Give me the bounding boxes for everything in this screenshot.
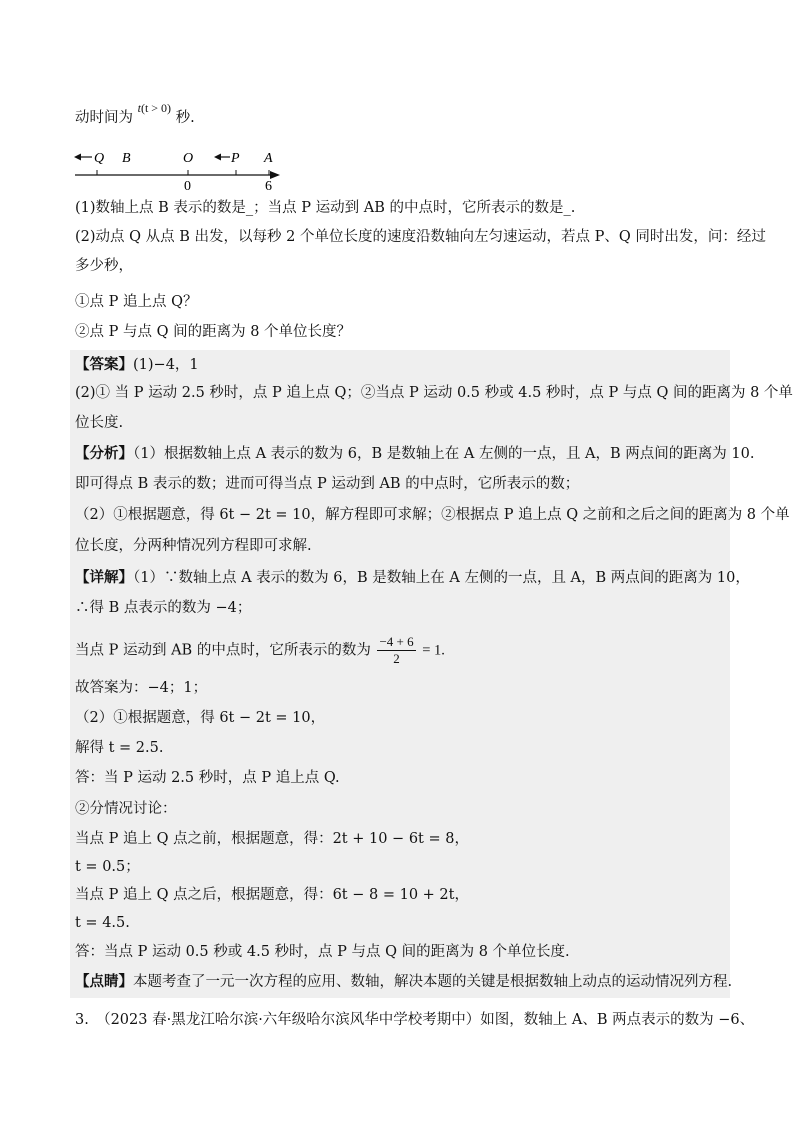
detail-line-4: 故答案为：−4；1； [75,680,208,696]
fraction-denominator: 2 [393,651,400,666]
intro-suffix: 秒. [175,110,195,126]
detail-line-2: ∴得 B 点表示的数为 −4； [75,600,252,616]
detail-line-12: t = 4.5. [75,915,130,931]
comment-label: 【点睛】 [75,973,133,990]
detail-text-3-post: = 1. [422,642,445,659]
question-2-line-1: (2)动点 Q 从点 B 出发，以每秒 2 个单位长度的速度沿数轴向左匀速运动，若点 P、Q 同时出发，问：经过 [75,229,766,245]
question-2-line-2: 多少秒， [75,258,133,274]
midpoint-fraction [377,634,415,667]
sub-question-2: ②点 P 与点 Q 间的距离为 8 个单位长度？ [75,324,352,340]
answer-line-1 [75,355,199,375]
detail-line-9: 当点 P 追上 Q 点之前，根据题意，得：2t + 10 − 6t = 8， [75,831,469,847]
time-condition-rest: (t > 0) [140,101,172,115]
point-label-b: B [122,151,131,166]
point-label-a: A [264,151,273,166]
detail-text-1: （1）∵数轴上点 A 表示的数为 6，B 是数轴上在 A 左侧的一点，且 A，B 两点间的距离为 10， [133,570,750,586]
q-arrow-head [74,154,81,161]
p-arrow-head [214,154,221,161]
detail-line-7: 答：当 P 运动 2.5 秒时，点 P 追上点 Q. [75,770,340,786]
tick-label-6: 6 [265,179,272,194]
next-problem: 3. （2023 春·黑龙江哈尔滨·六年级哈尔滨风华中学校考期中）如图，数轴上 A、B 两点表示的数为 −6、 [75,1012,755,1028]
tick-label-0: 0 [184,179,191,194]
detail-line-13: 答：当点 P 运动 0.5 秒或 4.5 秒时，点 P 与点 Q 间的距离为 8 个单位长度. [75,944,570,960]
sub-question-1: ①点 P 追上点 Q？ [75,294,198,310]
answer-line-2: (2)① 当 P 运动 2.5 秒时，点 P 追上点 Q；②当点 P 运动 0.5 秒或 4.5 秒时，点 P 与点 Q 间的距离为 8 个单 [75,385,793,401]
analysis-line-1 [75,444,754,464]
detail-line-1 [75,568,750,588]
time-condition [138,101,171,115]
answer-line-3: 位长度. [75,415,124,431]
analysis-line-3: （2）①根据题意，得 6t − 2t = 10，解方程即可求解；②根据点 P 追上点 Q 之前和之后之间的距离为 8 个单 [75,507,790,523]
detail-line-5: （2）①根据题意，得 6t − 2t = 10， [75,710,326,726]
comment-text: 本题考查了一元一次方程的应用、数轴，解决本题的关键是根据数轴上动点的运动情况列方程. [133,974,733,990]
number-line-figure [70,145,320,195]
detail-text-3-pre: 当点 P 运动到 AB 的中点时，它所表示的数为 [75,642,371,659]
question-1: (1)数轴上点 B 表示的数是_；当点 P 运动到 AB 的中点时，它所表示的数是_. [75,200,576,216]
point-label-o: O [183,151,194,166]
answer-text-1: (1)−4，1 [133,357,199,373]
analysis-text-1: （1）根据数轴上点 A 表示的数为 6，B 是数轴上在 A 左侧的一点，且 A，B 两点间的距离为 10. [133,446,755,462]
detail-line-11: 当点 P 追上 Q 点之后，根据题意，得：6t − 8 = 10 + 2t， [75,887,469,903]
intro-prefix: 动时间为 [75,110,133,126]
fraction-numerator: −4 + 6 [379,634,414,649]
detail-label: 【详解】 [75,569,133,586]
point-label-p: P [231,151,240,166]
detail-line-10: t = 0.5； [75,859,140,875]
time-variable: t [137,101,141,115]
detail-line-6: 解得 t = 2.5. [75,740,164,756]
answer-label: 【答案】 [75,356,133,373]
point-label-q: Q [94,151,105,166]
analysis-line-4: 位长度，分两种情况列方程即可求解. [75,538,312,554]
comment-line [75,972,732,992]
detail-line-8: ②分情况讨论： [75,801,177,817]
analysis-label: 【分析】 [75,445,133,462]
analysis-line-2: 即可得点 B 表示的数；进而可得当点 P 运动到 AB 的中点时，它所表示的数； [75,476,580,492]
detail-line-3 [75,634,445,667]
intro-line [75,101,195,128]
axis-arrow-right [270,171,280,179]
